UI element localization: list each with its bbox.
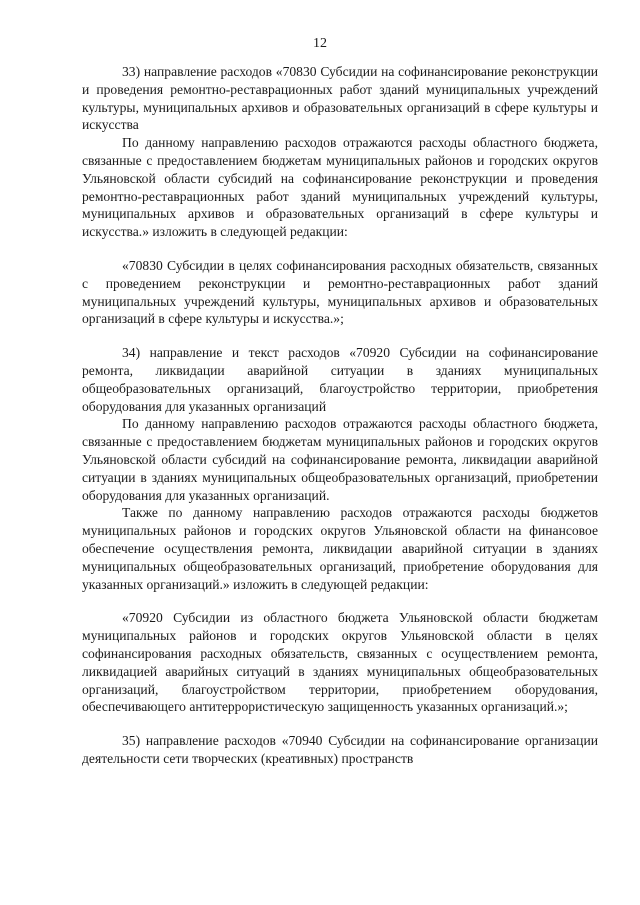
page-number: 12: [313, 36, 327, 51]
paragraph-70830-new-wording: «70830 Субсидии в целях софинансирования расходных обязательств, связанных с проведением реконструкции и ремонтно-реставрационных работ зданий муниципальных учреждений культуры, муниципальных архивов и образовательных организаций в сфере культуры и искусства.»;: [82, 257, 598, 327]
paragraph-gap: [82, 328, 598, 344]
paragraph-item-34-heading: 34) направление и текст расходов «70920 Субсидии на софинансирование ремонта, ликвидации аварийной ситуации в зданиях муниципальных общеобразовательных организаций, благоустройство территории, приобретения оборудования для указанных организаций: [82, 345, 598, 414]
paragraph-gap: [82, 241, 598, 257]
paragraph-70920-description: По данному направлению расходов отражаются расходы областного бюджета, связанные с предоставлением бюджетам муниципальных районов и городских округов Ульяновской области субсидий на софинансирование ремонта, ликвидации аварийной ситуации в зданиях муниципальных общеобразовательных организаций, приобретении оборудования для указанных организаций.: [82, 416, 598, 503]
paragraph-70920-description-2: Также по данному направлению расходов отражаются расходы бюджетов муниципальных районов и городских округов Ульяновской области на финансовое обеспечение осуществления ремонта, ликвидации аварийной ситуации в зданиях муниципальных общеобразовательных организаций, приобретение оборудования для указанных организаций.» изложить в следующей редакции:: [82, 505, 598, 592]
paragraph-gap: [82, 716, 598, 732]
paragraph-70830-description: По данному направлению расходов отражаются расходы областного бюджета, связанные с предоставлением бюджетам муниципальных районов и городских округов Ульяновской области субсидий на софинансирование реконструкции и проведения ремонтно-реставрационных работ зданий муниципальных учреждений культуры, муниципальных архивов и образовательных организаций в сфере культуры и искусства.» изложить в следующей редакции:: [82, 135, 598, 240]
paragraph-item-33-heading: 33) направление расходов «70830 Субсидии на софинансирование реконструкции и проведения ремонтно-реставрационных работ зданий муниципальных учреждений культуры, муниципальных архивов и образовательных организаций в сфере культуры и искусства: [82, 64, 598, 133]
paragraph-70920-new-wording: «70920 Субсидии из областного бюджета Ульяновской области бюджетам муниципальных районов и городских округов Ульяновской области в целях софинансирования расходных обязательств, связанных с осуществлением ремонта, ликвидацией аварийных ситуаций в зданиях муниципальных общеобразовательных организаций, благоустройством территории, приобретением оборудования, обеспечивающего антитеррористическую защищенность указанных организаций.»;: [82, 610, 598, 715]
paragraph-item-35-heading: 35) направление расходов «70940 Субсидии на софинансирование организации деятельности сети творческих (креативных) пространств: [82, 733, 598, 766]
paragraph-gap: [82, 593, 598, 609]
document-body: [82, 63, 598, 768]
